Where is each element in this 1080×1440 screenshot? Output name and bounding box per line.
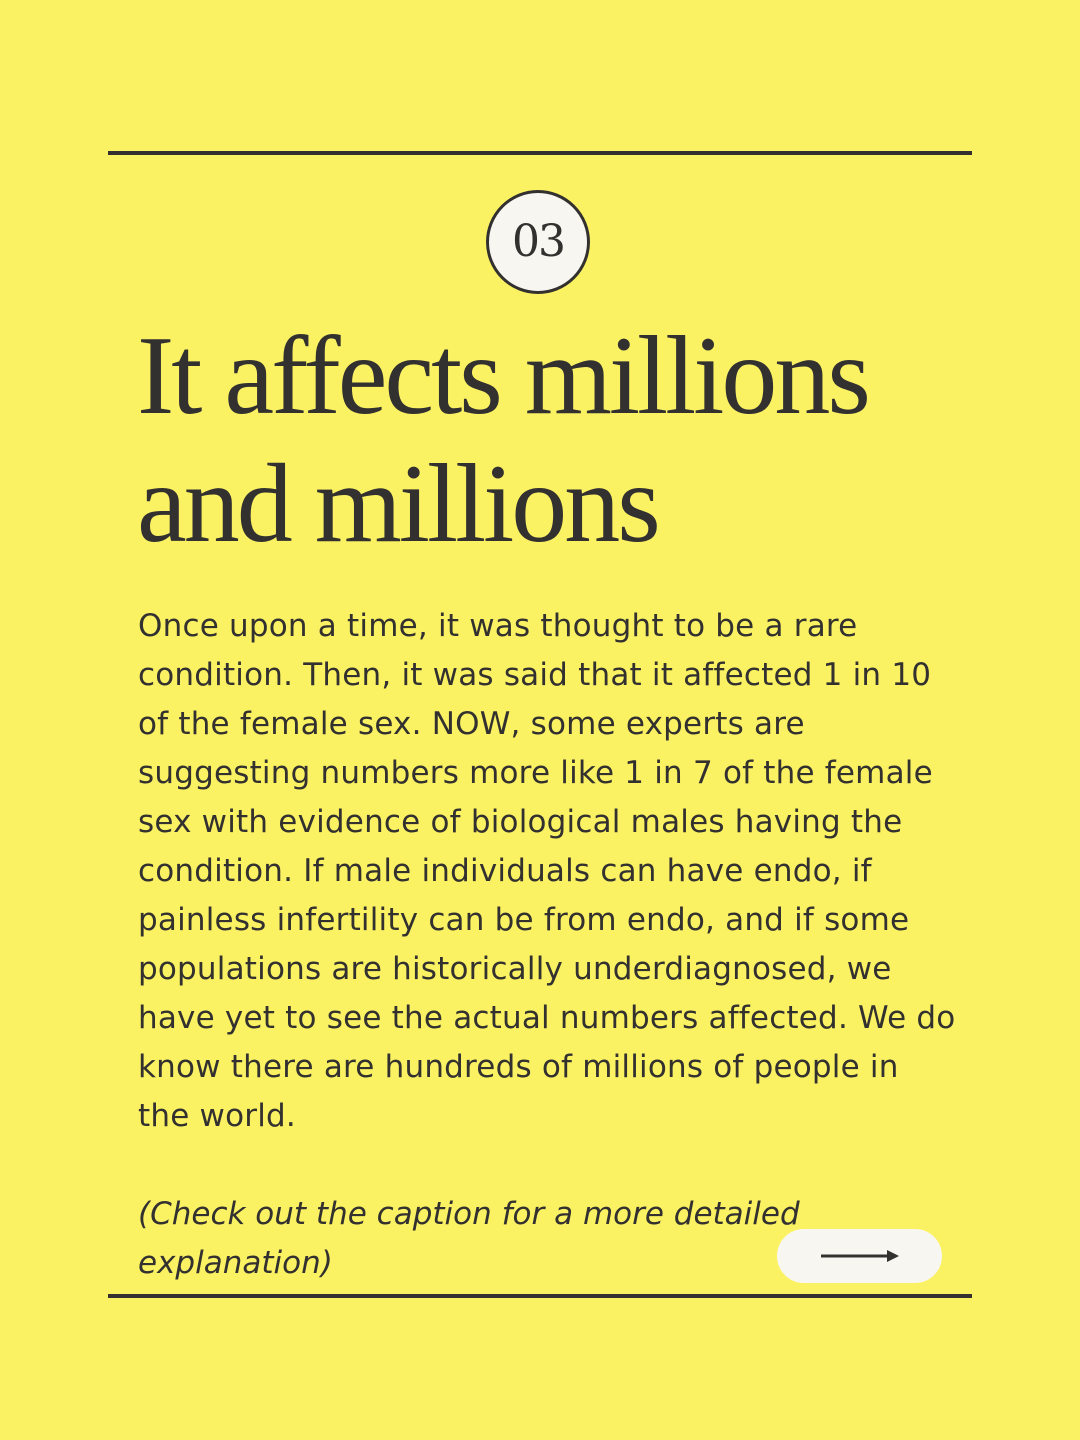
- slide-number-badge: 03: [486, 190, 590, 294]
- bottom-divider: [108, 1294, 972, 1298]
- arrow-right-icon: [821, 1249, 899, 1263]
- caption-note: (Check out the caption for a more detailed explanation): [138, 1196, 800, 1281]
- top-divider: [108, 151, 972, 155]
- slide-title: It affects millions and millions: [137, 314, 868, 566]
- next-slide-button[interactable]: [777, 1229, 942, 1283]
- body-paragraph: Once upon a time, it was thought to be a rare condition. Then, it was said that it affected 1 in 10 of the female sex. NOW, some experts are suggesting numbers more like 1 in 7 of the female sex with evidence of biological males having the condition. If male individuals can have endo, if painless infertility can be from endo, and if some populations are historically underdiagnosed, we have yet to see the actual numbers affected. We do know there are hundreds of millions of people in the world.: [138, 608, 956, 1134]
